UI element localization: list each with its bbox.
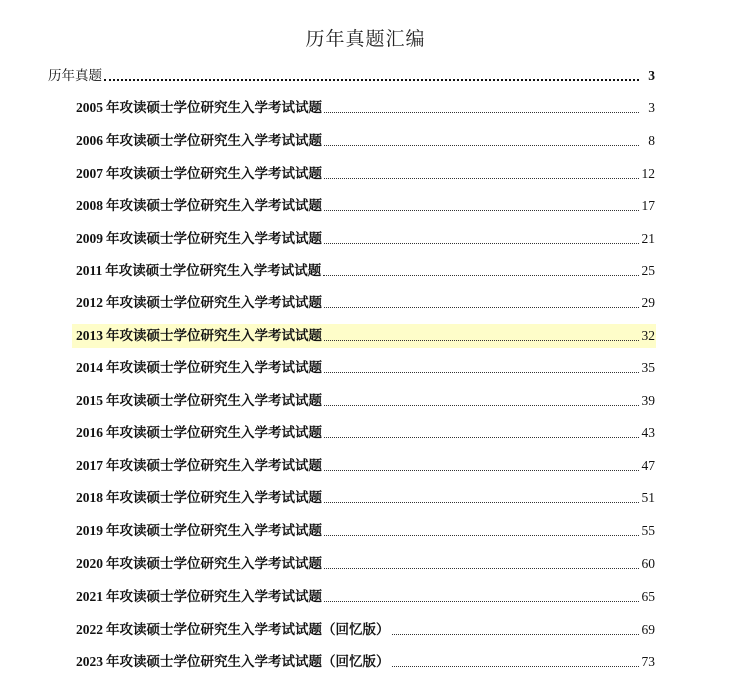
toc-entry-year: 2012 — [76, 295, 103, 310]
toc-entry-page: 60 — [641, 556, 655, 571]
toc-section-page: 3 — [648, 68, 655, 83]
toc-entry-year: 2019 — [76, 523, 103, 538]
toc-leader — [324, 600, 639, 602]
toc-entry-title: 年攻读硕士学位研究生入学考试试题 — [106, 490, 322, 506]
toc-entry-year: 2023 — [76, 654, 103, 669]
toc-entry-row[interactable] — [76, 486, 655, 510]
toc-entry-year: 2011 — [76, 263, 103, 278]
toc-entry-page: 29 — [641, 295, 655, 310]
toc-leader — [324, 469, 639, 471]
toc-entry-title: 年攻读硕士学位研究生入学考试试题 — [106, 133, 322, 149]
toc-entry-page: 21 — [641, 231, 655, 246]
toc-entry-page: 17 — [641, 198, 655, 213]
toc-leader — [324, 144, 639, 146]
toc-entry-row[interactable] — [76, 162, 655, 186]
toc-entry-label — [76, 227, 322, 251]
toc-leader — [324, 404, 639, 406]
toc-entry-row[interactable] — [76, 421, 655, 445]
toc-entry-year: 2015 — [76, 393, 103, 408]
toc-entry-row[interactable] — [76, 96, 655, 120]
toc-entry-label — [76, 421, 322, 445]
toc-entry-page: 69 — [641, 622, 655, 637]
toc-leader — [392, 665, 640, 667]
toc-entry-label — [76, 618, 390, 642]
toc-leader — [324, 209, 639, 211]
toc-entry-page: 51 — [641, 490, 655, 505]
toc-entry-page: 25 — [641, 263, 655, 278]
toc-section-row[interactable] — [48, 64, 655, 88]
toc-entry-label — [76, 585, 322, 609]
toc-entry-title: 年攻读硕士学位研究生入学考试试题 — [106, 458, 322, 474]
toc-entry-page: 32 — [641, 328, 655, 343]
toc-entry-title: 年攻读硕士学位研究生入学考试试题 — [106, 198, 322, 214]
toc-entry-page: 39 — [641, 393, 655, 408]
toc-entry-label — [76, 194, 322, 218]
toc-entry-label — [76, 486, 322, 510]
toc-entry-year: 2021 — [76, 589, 103, 604]
toc-leader — [104, 78, 639, 81]
toc-leader — [392, 633, 640, 635]
toc-entry-label — [76, 552, 322, 576]
toc-leader — [324, 111, 639, 113]
toc-entry-page: 73 — [641, 654, 655, 669]
toc-entry-label — [76, 650, 390, 674]
toc-entry-label — [76, 356, 322, 380]
toc-entry-row[interactable] — [76, 356, 655, 380]
toc-entry-label — [76, 519, 322, 543]
toc-entry-row[interactable] — [76, 194, 655, 218]
toc-entry-row-highlighted[interactable] — [72, 324, 656, 348]
toc-entry-page: 3 — [648, 100, 655, 115]
toc-entry-title: 年攻读硕士学位研究生入学考试试题 — [106, 360, 322, 376]
toc-entry-title: 年攻读硕士学位研究生入学考试试题 — [106, 556, 322, 572]
toc-leader — [324, 177, 639, 179]
toc-entry-title: 年攻读硕士学位研究生入学考试试题 — [105, 263, 322, 279]
toc-entry-row[interactable] — [76, 291, 655, 315]
toc-entry-page: 35 — [641, 360, 655, 375]
toc-entry-year: 2022 — [76, 622, 103, 637]
toc-entry-title: 年攻读硕士学位研究生入学考试试题 — [106, 231, 322, 247]
toc-leader — [324, 436, 639, 438]
toc-entry-year: 2014 — [76, 360, 103, 375]
toc-entry-title: 年攻读硕士学位研究生入学考试试题 — [106, 523, 322, 539]
toc-entry-year: 2020 — [76, 556, 103, 571]
toc-leader — [324, 339, 639, 341]
toc-leader — [324, 567, 639, 569]
toc-entry-page: 47 — [641, 458, 655, 473]
toc-entry-label — [76, 324, 322, 348]
toc-leader — [324, 534, 639, 536]
toc-entry-label — [76, 162, 322, 186]
toc-entry-year: 2013 — [76, 328, 103, 343]
toc-entry-label — [76, 259, 321, 283]
toc-entry-title: 年攻读硕士学位研究生入学考试试题 — [106, 100, 322, 116]
toc-entry-row[interactable] — [76, 129, 655, 153]
toc-leader — [324, 501, 639, 503]
toc-entry-page: 8 — [648, 133, 655, 148]
toc-entry-row[interactable] — [76, 519, 655, 543]
toc-leader — [324, 306, 639, 308]
toc-entry-year: 2009 — [76, 231, 103, 246]
toc-entry-year: 2006 — [76, 133, 103, 148]
toc-entry-label — [76, 291, 322, 315]
toc-entry-title: 年攻读硕士学位研究生入学考试试题（回忆版） — [106, 654, 390, 670]
toc-entry-year: 2008 — [76, 198, 103, 213]
toc-entry-row[interactable] — [76, 618, 655, 642]
toc-entry-row[interactable] — [76, 552, 655, 576]
toc-entry-title: 年攻读硕士学位研究生入学考试试题 — [106, 166, 322, 182]
toc-leader — [324, 242, 639, 244]
toc-entry-page: 55 — [641, 523, 655, 538]
toc-entry-row[interactable] — [76, 227, 655, 251]
toc-entry-title: 年攻读硕士学位研究生入学考试试题 — [106, 295, 322, 311]
toc-entry-row[interactable] — [76, 389, 655, 413]
toc-entry-row[interactable] — [76, 650, 655, 674]
toc-entry-title: 年攻读硕士学位研究生入学考试试题 — [106, 328, 322, 344]
toc-entry-row[interactable] — [76, 259, 655, 283]
toc-entry-year: 2018 — [76, 490, 103, 505]
toc-entry-label — [76, 454, 322, 478]
toc-entry-row[interactable] — [76, 585, 655, 609]
toc-entry-year: 2007 — [76, 166, 103, 181]
toc-leader — [323, 274, 639, 276]
toc-entry-label — [76, 129, 322, 153]
toc-entry-label — [76, 389, 322, 413]
toc-entry-label — [76, 96, 322, 120]
toc-section-label: 历年真题 — [48, 68, 102, 84]
toc-entry-year: 2016 — [76, 425, 103, 440]
toc-entry-title: 年攻读硕士学位研究生入学考试试题 — [106, 425, 322, 441]
toc-entry-page: 43 — [641, 425, 655, 440]
document-title: 历年真题汇编 — [305, 28, 426, 50]
toc-entry-page: 65 — [641, 589, 655, 604]
toc-entry-title: 年攻读硕士学位研究生入学考试试题 — [106, 589, 322, 605]
toc-leader — [324, 371, 639, 373]
toc-entry-row[interactable] — [76, 454, 655, 478]
toc-entry-title: 年攻读硕士学位研究生入学考试试题（回忆版） — [106, 622, 390, 638]
toc-entry-title: 年攻读硕士学位研究生入学考试试题 — [106, 393, 322, 409]
toc-entry-year: 2005 — [76, 100, 103, 115]
toc-entry-page: 12 — [641, 166, 655, 181]
toc-entry-year: 2017 — [76, 458, 103, 473]
